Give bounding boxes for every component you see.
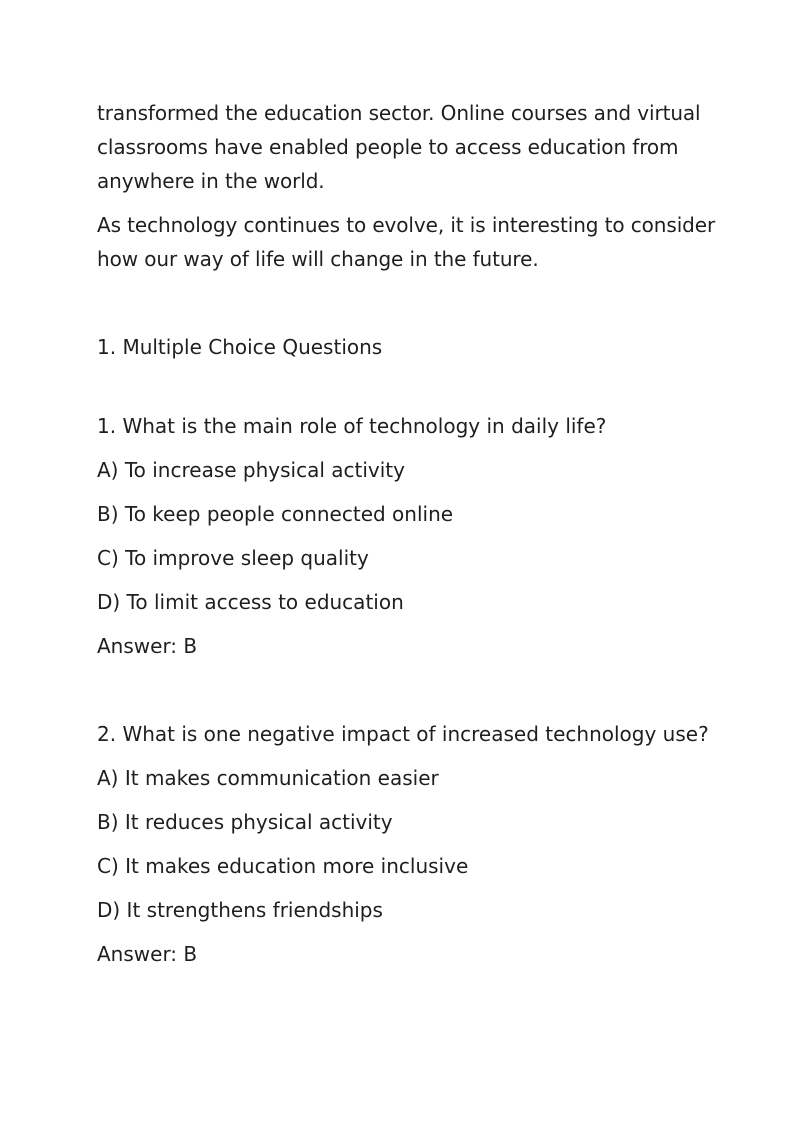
spacer [97, 364, 722, 409]
answer-option: B) To keep people connected online [97, 502, 454, 526]
answer-option: C) To improve sleep quality [97, 546, 369, 570]
answer-option: A) To increase physical activity [97, 458, 405, 482]
intro-paragraph-2: As technology continues to evolve, it is interesting to consider how our way of life will change in the future. [97, 213, 716, 271]
answer-option: A) It makes communication easier [97, 766, 439, 790]
intro-paragraph-1: transformed the education sector. Online courses and virtual classrooms have enabled people to access education from anywhere in the world. [97, 101, 701, 193]
answer-key: Answer: B [97, 634, 198, 658]
answer-key: Answer: B [97, 942, 198, 966]
question-prompt: 1. What is the main role of technology in daily life? [97, 414, 607, 438]
question-prompt: 2. What is one negative impact of increased technology use? [97, 722, 709, 746]
question-block-2 [97, 717, 722, 971]
answer-option: D) To limit access to education [97, 590, 404, 614]
answer-option: D) It strengthens friendships [97, 898, 383, 922]
spacer [97, 673, 722, 717]
document-page [97, 96, 722, 981]
spacer [97, 286, 722, 330]
section-title: 1. Multiple Choice Questions [97, 335, 383, 359]
answer-option: B) It reduces physical activity [97, 810, 393, 834]
question-block-1 [97, 409, 722, 663]
answer-option: C) It makes education more inclusive [97, 854, 469, 878]
